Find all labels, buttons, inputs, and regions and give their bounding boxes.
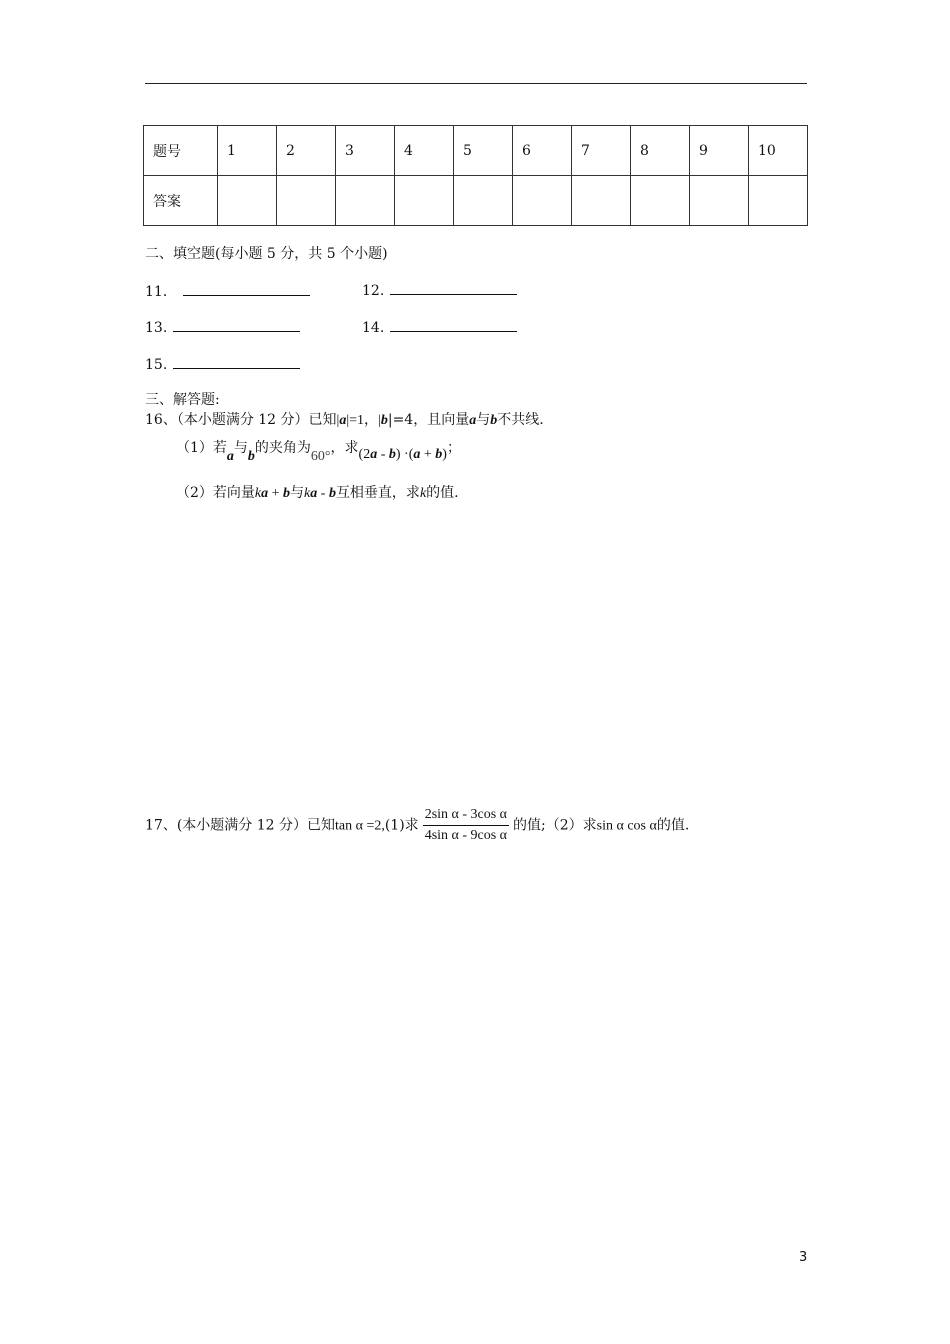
answer-table <box>143 125 808 226</box>
fraction <box>423 807 509 844</box>
vector-b: b <box>435 447 443 462</box>
question-text: 互相垂直，求 <box>335 485 420 501</box>
table-row <box>144 176 808 226</box>
math-symbol: | <box>378 413 381 428</box>
item-number: 14. <box>362 320 385 336</box>
table-header-answer: 答案 <box>144 176 218 226</box>
fill-item-13 <box>145 318 300 336</box>
answer-cell[interactable] <box>336 176 395 226</box>
table-cell: 6 <box>513 126 572 176</box>
math-text: ) <box>442 447 447 462</box>
question-text: 的夹角为 <box>254 440 311 456</box>
angle-value: 60° <box>310 449 331 464</box>
fraction-denominator: 4sin α - 9cos α <box>424 828 508 843</box>
expression <box>359 447 447 462</box>
math-text: ) ·( <box>395 447 414 462</box>
item-number: 15. <box>145 357 168 373</box>
math-text: |=4，且向量 <box>387 412 470 428</box>
math-operator: + <box>420 447 436 462</box>
question-text: 16、（本小题满分 12 分）已知 <box>145 412 337 428</box>
answer-cell[interactable] <box>277 176 336 226</box>
question-text: 与 <box>233 440 248 456</box>
math-operator: - <box>317 486 329 501</box>
question-text: 的值. <box>656 817 690 834</box>
vector-b: b <box>283 486 291 501</box>
variable-k: k <box>254 486 262 501</box>
table-cell: 10 <box>749 126 808 176</box>
question-text: 的值. <box>426 485 459 501</box>
fill-item-15 <box>145 355 300 373</box>
question-text: （2）若向量 <box>176 485 255 501</box>
question-text: 的值;（2）求 <box>513 817 597 834</box>
question-text: ，求 <box>330 440 359 456</box>
question-text: 不共线. <box>497 412 544 428</box>
vector-a: a <box>370 447 378 462</box>
fraction-numerator: 2sin α - 3cos α <box>423 807 509 826</box>
table-cell: 4 <box>395 126 454 176</box>
header-rule <box>145 83 807 84</box>
answer-cell[interactable] <box>690 176 749 226</box>
vector-b: b <box>380 413 388 428</box>
table-header-number: 题号 <box>144 126 218 176</box>
variable-k: k <box>304 486 311 501</box>
answer-blank[interactable] <box>390 318 517 332</box>
question-text: （1）若 <box>176 440 227 456</box>
math-operator: - <box>377 447 389 462</box>
answer-blank[interactable] <box>390 281 517 295</box>
item-number: 11． <box>145 284 177 300</box>
answer-cell[interactable] <box>454 176 513 226</box>
vector-b: b <box>490 413 498 428</box>
item-number: 13. <box>145 320 168 336</box>
answer-blank[interactable] <box>173 318 300 332</box>
vector-b: b <box>328 486 336 501</box>
question-16-part-2 <box>176 482 459 502</box>
question-text: 与 <box>476 412 491 428</box>
vector-a: a <box>413 447 421 462</box>
question-17 <box>145 807 689 844</box>
question-text: 与 <box>290 485 305 501</box>
answer-cell[interactable] <box>749 176 808 226</box>
math-given: tan α =2, <box>335 818 385 834</box>
table-cell: 3 <box>336 126 395 176</box>
table-cell: 8 <box>631 126 690 176</box>
answer-cell[interactable] <box>513 176 572 226</box>
question-text: (1)求 <box>384 817 419 834</box>
page-number: 3 <box>799 1250 808 1265</box>
question-text: ； <box>446 440 461 456</box>
vector-a: a <box>261 486 269 501</box>
fill-item-12 <box>362 281 517 299</box>
table-cell: 2 <box>277 126 336 176</box>
answer-cell[interactable] <box>631 176 690 226</box>
variable-k: k <box>419 486 427 501</box>
question-16-part-1 <box>176 437 461 464</box>
item-number: 12. <box>362 283 385 299</box>
vector-a: a <box>310 486 318 501</box>
answer-cell[interactable] <box>572 176 631 226</box>
question-16-stem <box>145 409 544 429</box>
vector-b: b <box>247 449 255 464</box>
vector-a: a <box>226 449 234 464</box>
answer-blank[interactable] <box>173 355 300 369</box>
math-operator: + <box>268 486 284 501</box>
section2-title: 二、填空题(每小题 5 分，共 5 个小题) <box>145 246 388 262</box>
table-row <box>144 126 808 176</box>
table-cell: 5 <box>454 126 513 176</box>
answer-cell[interactable] <box>395 176 454 226</box>
math-text: |=1， <box>346 413 379 428</box>
fill-item-11 <box>145 281 310 301</box>
section3-title: 三、解答题: <box>145 392 220 408</box>
math-symbol: | <box>336 413 340 428</box>
vector-b: b <box>388 447 396 462</box>
table-cell: 9 <box>690 126 749 176</box>
table-cell: 7 <box>572 126 631 176</box>
math-expression: sin α cos α <box>596 818 657 834</box>
fill-item-14 <box>362 318 517 336</box>
table-cell: 1 <box>218 126 277 176</box>
math-text: (2 <box>358 447 371 462</box>
vector-a: a <box>339 413 347 428</box>
vector-a: a <box>469 413 477 428</box>
answer-blank[interactable] <box>183 282 310 296</box>
question-text: 17、(本小题满分 12 分）已知 <box>145 817 335 834</box>
answer-cell[interactable] <box>218 176 277 226</box>
